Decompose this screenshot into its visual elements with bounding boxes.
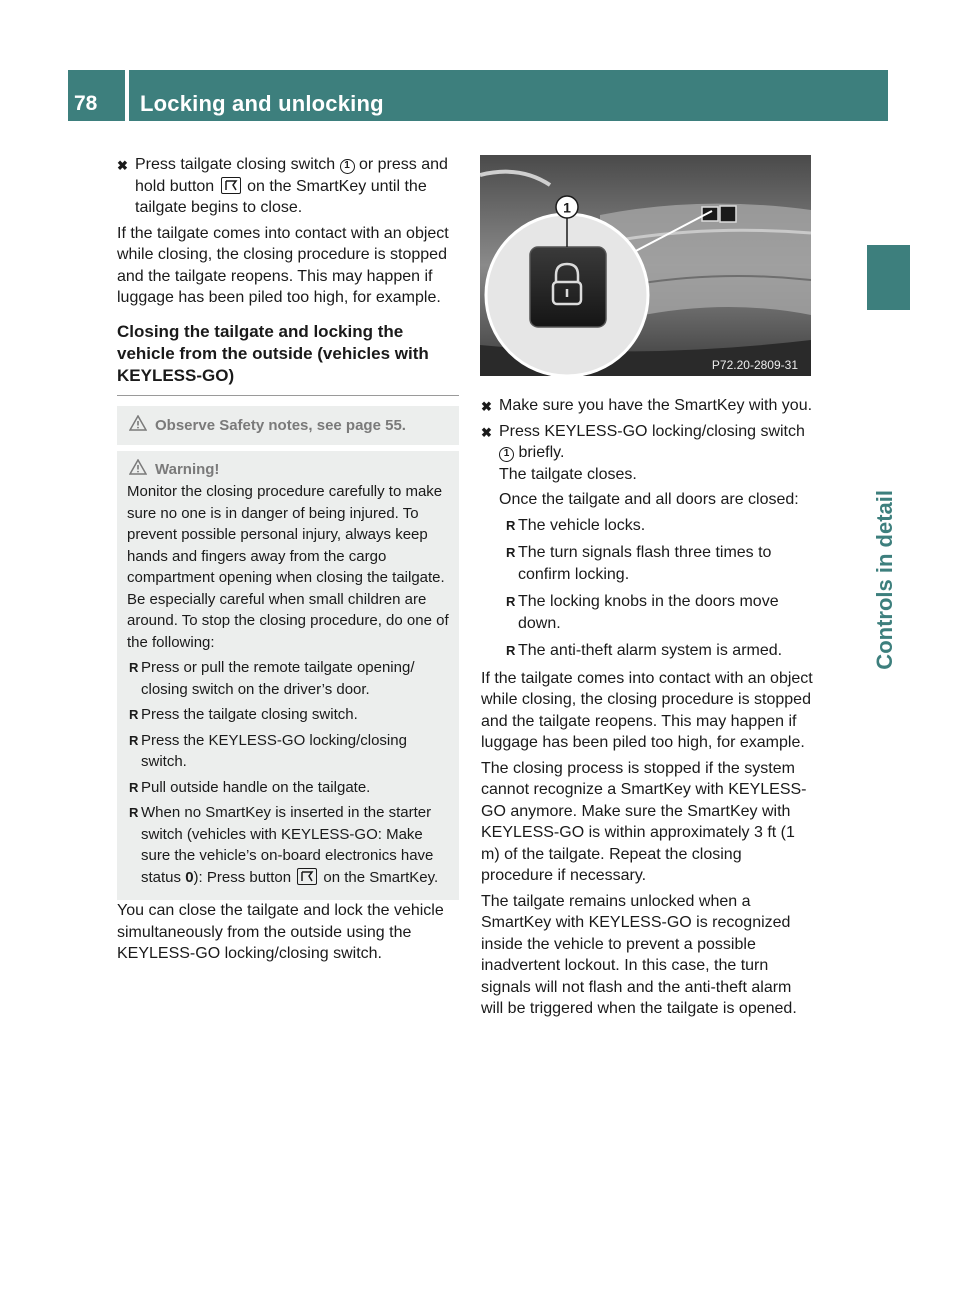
step-condition: Once the tailgate and all doors are closed:: [499, 491, 799, 508]
list-item: [127, 802, 449, 888]
paragraph: If the tailgate comes into contact with an object while closing, the closing procedure is stopped and the tailgate reopens. This may happen if luggage has been piled too high, for example.: [117, 224, 449, 306]
bullet-icon: R: [129, 707, 139, 722]
step-text: Press tailgate closing switch: [135, 156, 340, 173]
list-item-text: Press or pull the remote tailgate opening/ closing switch on the driver’s door.: [141, 659, 415, 698]
right-column: [481, 395, 814, 1024]
paragraph: The tailgate remains unlocked when a SmartKey with KEYLESS-GO is recognized inside the vehicle to prevent a possible inadvertent lockout. In this case, the turn signals will not flash and the anti-theft alarm will be triggered when the tailgate is opened.: [481, 892, 797, 1017]
warning-text: Monitor the closing procedure carefully to make sure no one is in danger of being injured. To prevent possible personal injury, always keep hands and fingers away from the cargo compartment opening when closing the tailgate. Be especially careful when small children are around. To stop the closing procedure, do one of the following:: [127, 483, 449, 651]
list-item-text: The anti-theft alarm system is armed.: [518, 642, 783, 659]
warning-triangle-icon: [129, 459, 147, 482]
tailgate-switch-photo: [480, 155, 811, 376]
list-item-text: The vehicle locks.: [518, 516, 646, 534]
side-tab-label: Controls in detail: [872, 490, 897, 670]
callout-number: 1: [340, 159, 355, 174]
bullet-icon: R: [129, 660, 139, 675]
list-item-text: Press the KEYLESS-GO locking/closing switch.: [141, 731, 407, 770]
paragraph: You can close the tailgate and lock the vehicle simultaneously from the outside using the KEYLESS-GO locking/closing switch.: [117, 902, 444, 962]
safety-note-box: [117, 406, 459, 445]
list-item: [499, 515, 814, 537]
list-item: [127, 657, 449, 700]
list-item-text: on the SmartKey.: [319, 868, 439, 886]
list-item: [127, 730, 449, 773]
header-separator: [125, 70, 129, 121]
list-item: [499, 542, 814, 585]
bullet-icon: R: [129, 779, 139, 795]
figure-code: P72.20-2809-31: [711, 358, 798, 372]
figure-callout: 1: [563, 199, 571, 216]
list-item: [499, 640, 814, 662]
step-text: or press and hold button: [135, 156, 448, 195]
list-item-text: The turn signals flash three times to confirm locking.: [518, 544, 772, 583]
tailgate-key-icon: [221, 177, 241, 194]
page-number: 78: [74, 92, 98, 115]
side-tab-block: [867, 245, 910, 310]
step-text: on the SmartKey until the tailgate begins to close.: [135, 177, 427, 216]
step-item: [481, 421, 814, 464]
warning-box: [117, 451, 459, 901]
step-arrow-icon: ✖: [481, 424, 492, 440]
safety-note: [129, 415, 459, 437]
side-tab: [872, 310, 908, 670]
step-text: Press KEYLESS-GO locking/closing switch: [499, 422, 805, 440]
safety-note-text: Observe Safety notes, see page 55.: [155, 416, 406, 434]
list-item-text: When no SmartKey is inserted in the starter switch (vehicles with KEYLESS-GO: Make sure the vehicle’s on-board electronics have status: [141, 804, 434, 886]
step-result: The tailgate closes.: [499, 465, 637, 483]
list-item-text: ): Press button: [193, 868, 296, 886]
paragraph: If the tailgate comes into contact with an object while closing, the closing procedure is stopped and the tailgate reopens. This may happen if luggage has been piled too high, for example.: [481, 669, 813, 751]
list-item-text: The locking knobs in the doors move down.: [518, 593, 779, 632]
status-value: 0: [185, 868, 194, 886]
step-text: Make sure you have the SmartKey with you.: [499, 397, 813, 414]
list-item: [127, 704, 449, 726]
bullet-icon: R: [129, 732, 139, 748]
warning-heading: [127, 459, 449, 481]
bullet-icon: R: [506, 594, 516, 609]
tailgate-key-icon: [297, 868, 317, 885]
warning-title: Warning!: [155, 460, 220, 478]
step-arrow-icon: ✖: [481, 399, 492, 414]
list-item-text: Press the tailgate closing switch.: [141, 706, 358, 723]
section-heading: Closing the tailgate and locking the vehicle from the outside (vehicles with KEYLESS-GO): [117, 321, 429, 385]
bullet-icon: R: [506, 517, 516, 533]
bullet-icon: R: [506, 545, 516, 560]
bullet-icon: R: [506, 643, 516, 658]
bullet-icon: R: [129, 805, 139, 820]
step-arrow-icon: ✖: [117, 158, 128, 173]
warning-triangle-icon: [129, 415, 147, 438]
page-title: Locking and unlocking: [140, 91, 384, 116]
step-item: [117, 154, 459, 219]
paragraph: The closing process is stopped if the system cannot recognize a SmartKey with KEYLESS-GO anymore. Make sure the SmartKey with KEYLESS-GO is within approximately 3 ft (1 m) of the tailgate. Repeat the closing procedure if necessary.: [481, 759, 807, 884]
step-text: briefly.: [514, 444, 565, 461]
left-column: [117, 154, 459, 969]
callout-number: 1: [499, 447, 514, 462]
heading-rule: [117, 395, 459, 396]
list-item: [127, 777, 449, 799]
list-item-text: Pull outside handle on the tailgate.: [141, 778, 371, 796]
step-item: [481, 395, 814, 417]
list-item: [499, 591, 814, 634]
